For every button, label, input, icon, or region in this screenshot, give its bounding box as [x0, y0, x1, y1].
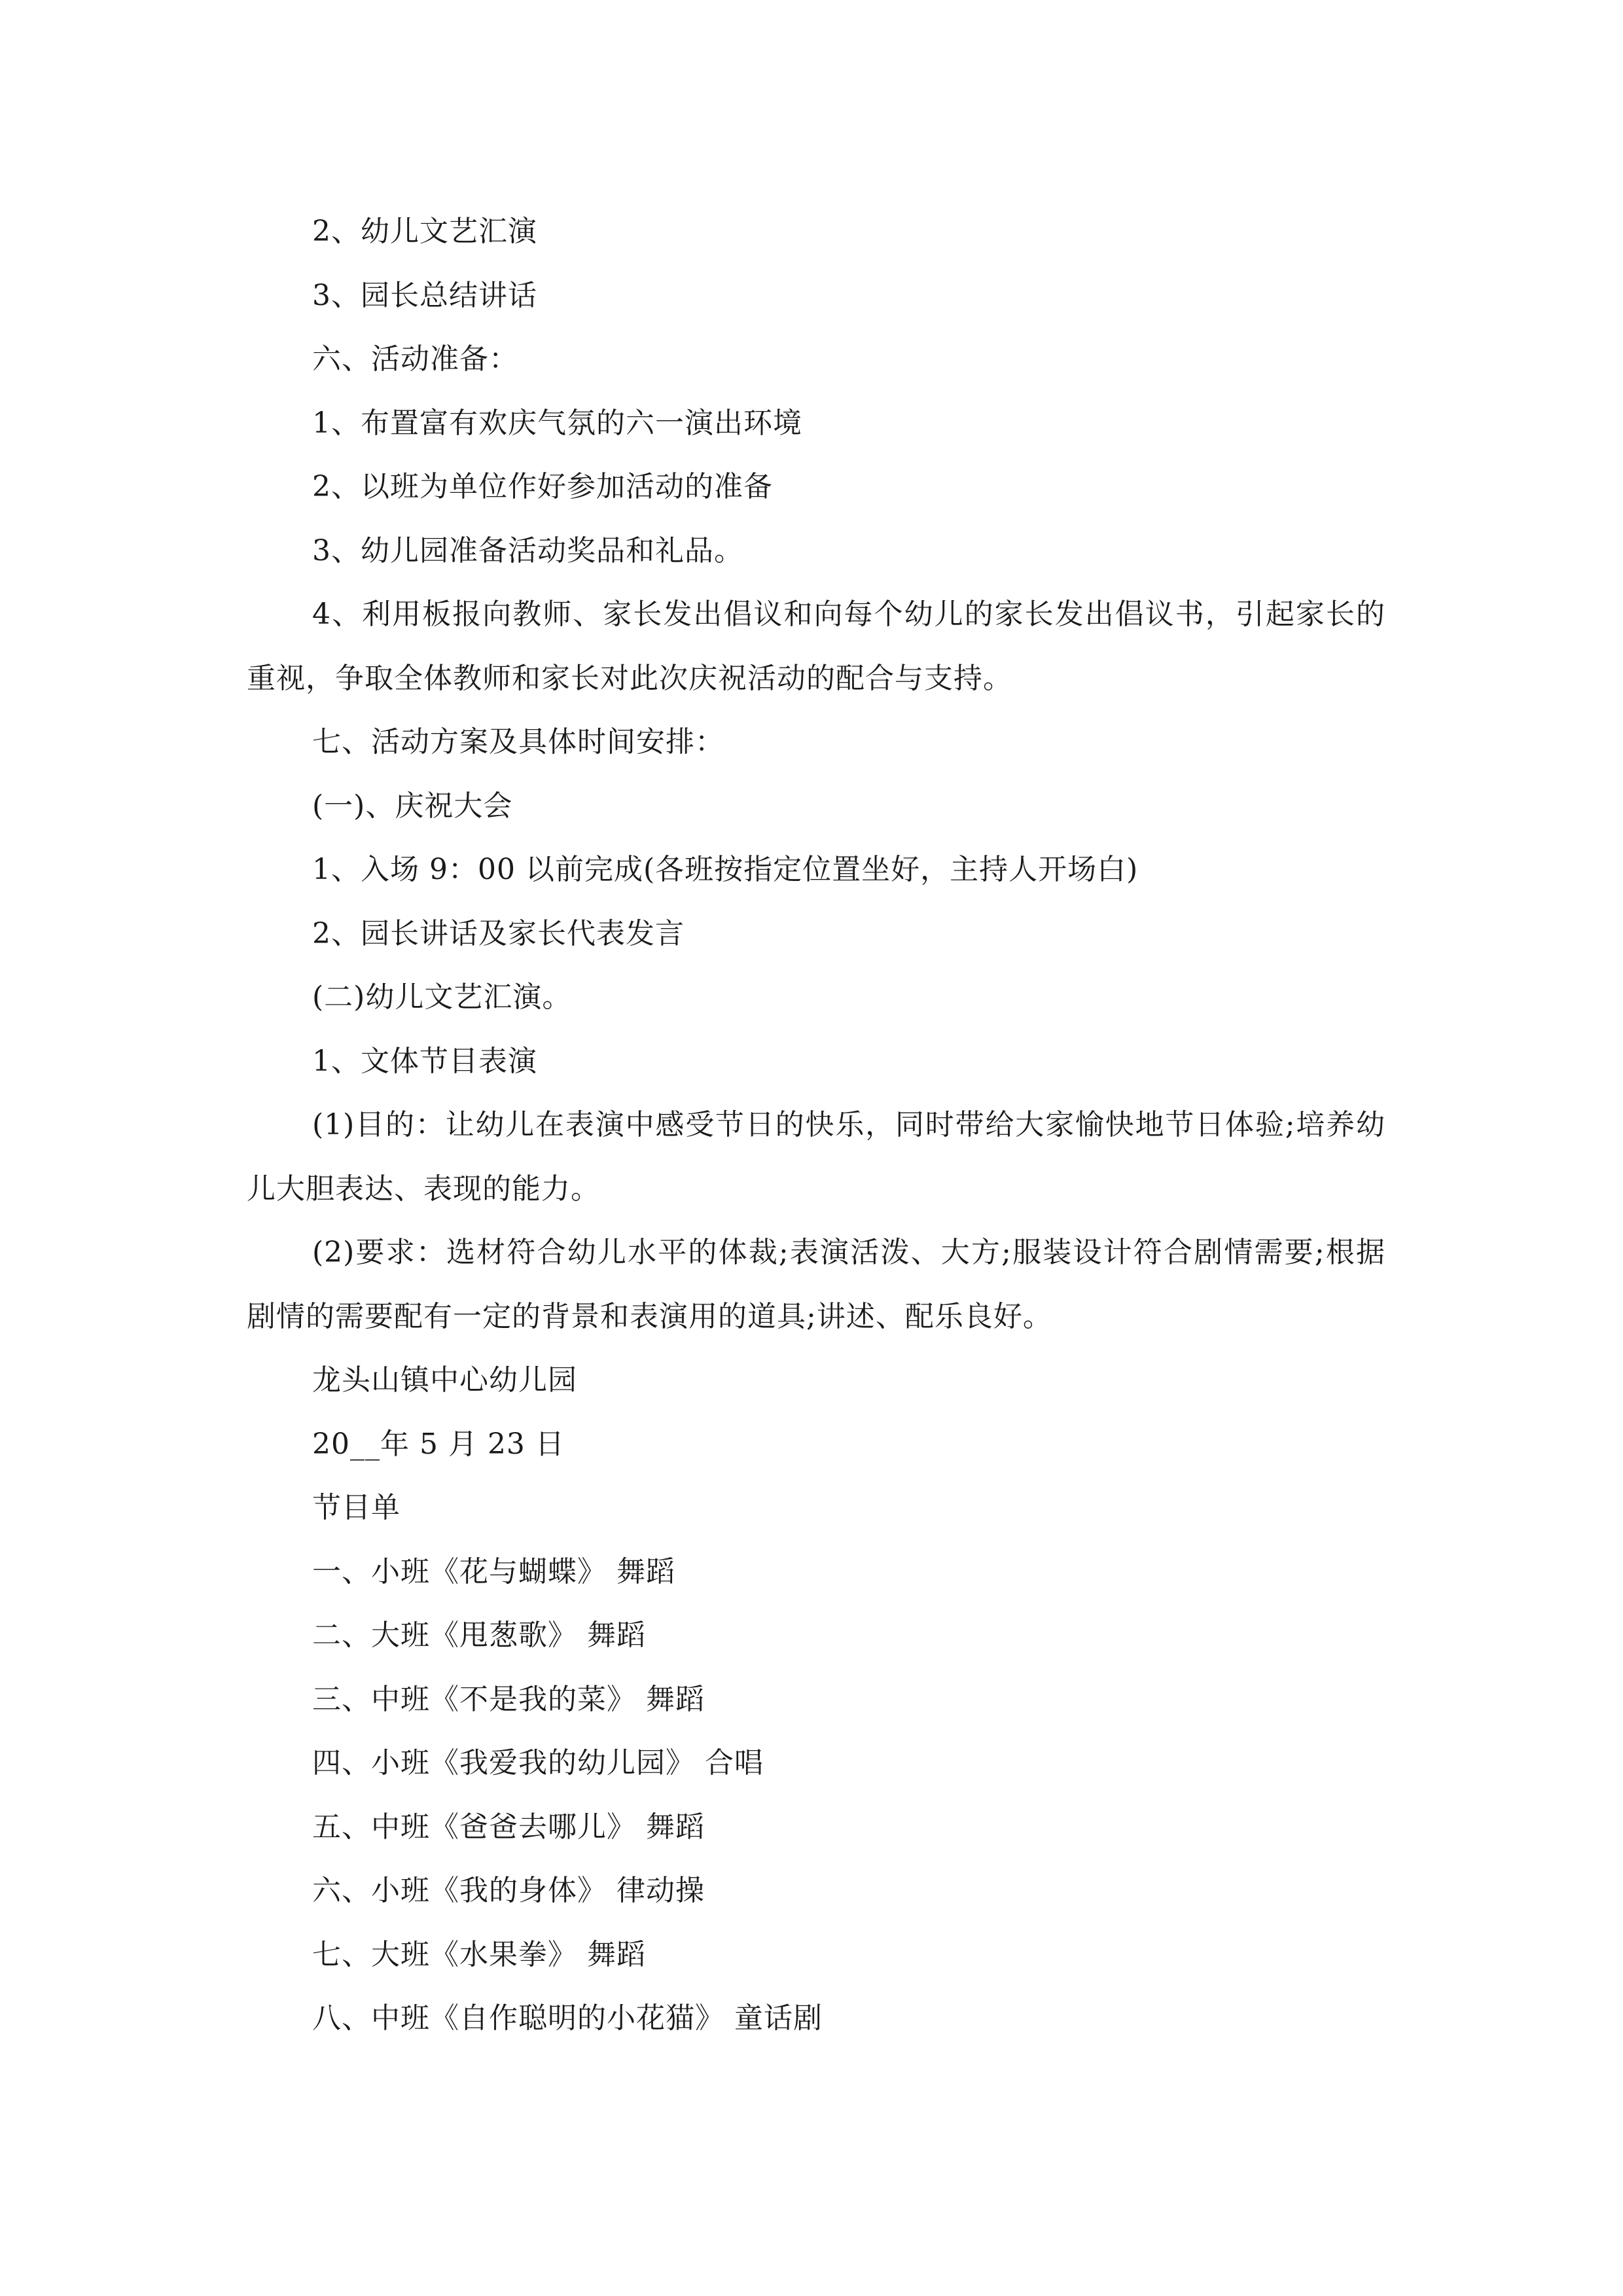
list-item-entrance: 1、入场 9：00 以前完成(各班按指定位置坐好，主持人开场白) [312, 853, 1139, 886]
program-item-3: 三、中班《不是我的菜》 舞蹈 [312, 1682, 705, 1716]
signature-date: 20__年 5 月 23 日 [312, 1427, 565, 1461]
signature-organization: 龙头山镇中心幼儿园 [312, 1363, 577, 1397]
subsection-heading-performance: (二)幼儿文艺汇演。 [312, 980, 572, 1014]
list-item-prep-1: 1、布置富有欢庆气氛的六一演出环境 [312, 406, 802, 440]
program-item-4: 四、小班《我爱我的幼儿园》 合唱 [312, 1746, 764, 1780]
program-item-6: 六、小班《我的身体》 律动操 [312, 1874, 705, 1907]
program-list-title: 节目单 [312, 1491, 401, 1524]
list-item-prep-3: 3、幼儿园准备活动奖品和礼品。 [312, 533, 743, 567]
list-item-principal-summary: 3、园长总结讲话 [312, 278, 537, 312]
list-item-prep-2: 2、以班为单位作好参加活动的准备 [312, 470, 773, 503]
program-item-5: 五、中班《爸爸去哪儿》 舞蹈 [312, 1810, 705, 1844]
subsection-heading-celebration: (一)、庆祝大会 [312, 789, 513, 823]
document-body [247, 200, 1385, 2051]
section-heading-schedule: 七、活动方案及具体时间安排： [312, 725, 724, 759]
list-item-speeches: 2、园长讲话及家长代表发言 [312, 916, 685, 950]
section-heading-preparation: 六、活动准备： [312, 342, 518, 376]
paragraph-purpose: (1)目的：让幼儿在表演中感受节日的快乐，同时带给大家愉快地节日体验;培养幼儿大胆表达、表现的能力。 [247, 1108, 1385, 1206]
program-item-2: 二、大班《甩葱歌》 舞蹈 [312, 1619, 646, 1652]
list-item-prep-4: 4、利用板报向教师、家长发出倡议和向每个幼儿的家长发出倡议书，引起家长的重视，争取全体教师和家长对此次庆祝活动的配合与支持。 [247, 598, 1385, 695]
program-item-8: 八、中班《自作聪明的小花猫》 童话剧 [312, 2001, 823, 2035]
program-item-1: 一、小班《花与蝴蝶》 舞蹈 [312, 1554, 675, 1588]
list-item-program-performance: 2、幼儿文艺汇演 [312, 215, 537, 248]
program-item-7: 七、大班《水果拳》 舞蹈 [312, 1937, 646, 1971]
list-item-show: 1、文体节目表演 [312, 1044, 537, 1078]
paragraph-requirements: (2)要求：选材符合幼儿水平的体裁;表演活泼、大方;服装设计符合剧情需要;根据剧情的需要配有一定的背景和表演用的道具;讲述、配乐良好。 [247, 1236, 1385, 1333]
